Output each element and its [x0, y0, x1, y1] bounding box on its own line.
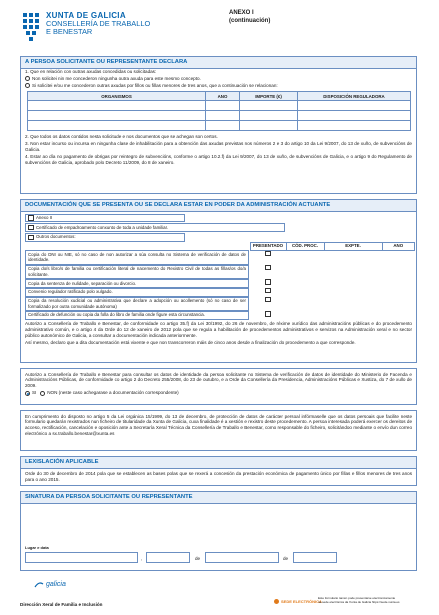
cell-input[interactable] [28, 121, 206, 131]
checkbox-outros[interactable] [28, 235, 34, 241]
section-title: SINATURA DA PERSOA SOLICITANTE OU REPRESENTANTE [21, 492, 416, 504]
doc-row [24, 265, 415, 279]
dept-line1: CONSELLERÍA DE TRABALLO [46, 19, 151, 29]
table-row [28, 111, 411, 121]
doc-sentenza: Copia da sentenza de nulidade, separación ou divorcio. [25, 279, 249, 288]
option-no-aid-label: Non solicitei nin me concederon ningunha outra axuda para este mesmo concepto. [32, 76, 201, 81]
checkbox-presentado[interactable] [265, 311, 271, 317]
checkbox-anexo-ii[interactable] [28, 215, 34, 221]
dept-line2: E BENESTAR [46, 27, 93, 37]
radio-no-aid[interactable] [25, 76, 30, 81]
year-input[interactable] [293, 552, 337, 563]
item-anexo-label: Anexo II [36, 215, 53, 221]
item-outros-label: Outros documentos: [36, 234, 76, 240]
org-name: XUNTA DE GALICIA [46, 11, 126, 20]
cell-input[interactable] [28, 101, 206, 111]
option-yes-aid-label: Si solicitei e/ou me concederon outras axudas por fillos ou fillas menores de tres anos, que a continuación se relacionan: [32, 82, 278, 88]
cell-input[interactable] [240, 101, 298, 111]
col-importe: IMPORTE (€) [240, 92, 298, 101]
documents-table [24, 213, 415, 320]
cell-input[interactable] [206, 121, 240, 131]
place-date-label: Lugar e data [25, 545, 49, 550]
declaration-2: 2. Que todos os datos contidos nesta solicitude e nos documentos que se achegan son certos. [25, 133, 218, 139]
authorization-text: Autorizo a Consellería de Traballo e Benestar, de conformidade co artigo 35.f) da Lei 30/1992, do 26 de novembro, de réxime xurídico das administracións públicas e do procedemento administrativo común, e o artigo 4 da Orde do 12 de xaneiro de 2012 pola que se regula a habilitación de procedementos administrativos e servizos na Administración xeral e no sector público autonómico de Galicia, a consultar a documentación indicada anteriormente. [25, 321, 412, 339]
doc-dni: Copia do DNI ou NIE, só no caso de non autorizar a súa consulta no Sistema de verificación de datos de identidade. [25, 250, 249, 264]
authorization-text-2: Así mesmo, declaro que a dita documentación está vixente e que non transcorreron máis de cinco anos desde a finalización do procedemento a que corresponde. [25, 340, 356, 346]
cell-input[interactable] [206, 101, 240, 111]
consent-yes-label: SI [32, 390, 37, 396]
day-input[interactable] [146, 552, 190, 563]
item-certificado-label: Certificado de empadroamento conxunto de toda a unidade familiar. [36, 224, 169, 230]
xunta-logo [20, 10, 150, 42]
radio-yes-aid[interactable] [25, 83, 30, 88]
galicia-swoosh-icon [34, 581, 44, 589]
radio-consent-no[interactable] [40, 391, 45, 396]
cell-input[interactable] [206, 111, 240, 121]
de-sep-1: de [195, 556, 201, 561]
doc-row [24, 279, 415, 288]
identity-consent-text: Autorizo a Consellería de Traballo e Benestar para consultar os datos de identidade da persoa solicitante no Sistema de verificación de datos de identidade do Ministerio de Facenda e Administracións Públicas, de conformidade co artigo 2 do Decreto 255/2008, do 23 de outubro, e a Orde da Consellería da Presidencia, Administracións Públicas e Xustiza, do 7 de xullo de 2009. [25, 371, 412, 389]
doc-row [24, 297, 415, 311]
legislation-section [20, 456, 417, 486]
sede-note-1: Este formulario tamén pode presentarse electronicamente [318, 596, 396, 600]
documentation-section [20, 199, 417, 363]
section-title: DOCUMENTACIÓN QUE SE PRESENTA OU SE DECLARA ESTAR EN PODER DA ADMINISTRACIÓN ACTUANTE [21, 200, 416, 212]
aids-table [27, 91, 411, 131]
doc-row [24, 288, 415, 297]
question-1: 1. Que en relación con outras axudas concedidas ou solicitadas: [25, 69, 157, 75]
checkbox-presentado[interactable] [265, 251, 271, 257]
doc-row [24, 311, 415, 320]
legislation-text: Orde do 30 de decembro de 2014 pola que se establecen as bases polas que se rexerá a concesión da prestación económica de pagamento único por fillas e fillos menores de tres anos para o ano 2015. [25, 470, 412, 482]
sede-label: SEDE ELECTRÓNICA [281, 599, 322, 604]
galicia-wordmark: galicia [46, 581, 66, 588]
table-row [28, 121, 411, 131]
declaration-section [20, 56, 417, 194]
identity-consent-section [20, 368, 417, 405]
checkbox-presentado[interactable] [265, 288, 271, 294]
consent-options [21, 390, 416, 397]
cell-input[interactable] [240, 111, 298, 121]
declaration-3: 3. Non estar incurso ou incursa en ningunha clase de inhabilitación para a obtención das axudas previstas nos números 2 e 3 do artigo 10 da Lei 9/2007, do 13 de xuño, de subvencións de Galicia. [25, 140, 412, 152]
item-anexo-ii[interactable] [25, 214, 185, 223]
col-cod-proc: CÓD. PROC. [286, 242, 324, 250]
sede-note [318, 597, 418, 604]
annex-subtitle: (continuación) [229, 17, 271, 24]
radio-consent-yes[interactable] [25, 391, 30, 396]
de-sep-2: de [283, 556, 289, 561]
section-title: A PERSOA SOLICITANTE OU REPRESENTANTE DECLARA [21, 57, 416, 69]
doc-libro-familia: Copia do/s libro/s de familia ou certificación literal de nacemento do Rexistro Civil de todas as fillas/os do/a solicitante. [25, 265, 249, 279]
data-protection-text: En cumprimento do disposto no artigo 5 da Lei orgánica 15/1999, do 13 de decembro, de protección de datos de carácter persoal infórmaselle que os datos persoais que facilite neste formulario quedarán rexistrados nun ficheiro de titularidade da Xunta de Galicia, cuxa finalidade é a xestión e rexistro deste procedemento. A persoa interesada poderá exercer os dereitos de acceso, rectificación, cancelación e oposición ante a Secretaría Xeral Técnica da Consellería de Traballo e Benestar, como responsable do ficheiro, solicitándoo mediante o envío dun correo electrónico a sx.traballo.benestar@xunta.es [25, 413, 412, 437]
sede-electronica [274, 599, 322, 604]
cell-input[interactable] [298, 121, 411, 131]
checkbox-presentado[interactable] [265, 297, 271, 303]
checkbox-presentado[interactable] [265, 265, 271, 271]
direccion-xeral: Dirección Xeral de Familia e Inclusión [20, 602, 103, 607]
xunta-emblem-icon [20, 10, 42, 42]
table-row [28, 101, 411, 111]
place-input[interactable] [25, 552, 138, 563]
checkbox-certificado[interactable] [28, 225, 34, 231]
doc-adopcion: Copia da resolución xudicial ou administrativa que declare a adopción ou acollemento (só no caso de ser formalizado por outra comunidade autónoma) [25, 297, 249, 311]
sede-note-2: na sede electrónica da Xunta de Galicia https://sede.xunta.es [318, 599, 400, 604]
section-title: LEXISLACIÓN APLICABLE [21, 457, 416, 469]
col-ano: ANO [206, 92, 240, 101]
option-yes-aid[interactable] [21, 82, 416, 89]
cell-input[interactable] [298, 111, 411, 121]
option-no-aid[interactable] [21, 76, 416, 83]
annex-title: ANEXO I [229, 10, 254, 16]
col-expte: EXPTE. [324, 242, 382, 250]
declaration-4: 4. Estar ao día no pagamento de obrigas por reintegro de subvencións, conforme o artigo 10.2.f) da Lei 9/2007, do 13 de xuño, de subvencións de Galicia, e o artigo 9 do Regulamento de subvencións de Galicia, aprobado polo Decreto 11/2009, do 8 de xaneiro. [25, 153, 412, 165]
cell-input[interactable] [28, 111, 206, 121]
signature-section [20, 491, 417, 571]
item-outros[interactable] [25, 233, 185, 242]
data-protection-section [20, 410, 417, 451]
item-certificado[interactable] [25, 223, 285, 232]
month-input[interactable] [205, 552, 279, 563]
col-organismos: ORGANISMOS [28, 92, 206, 101]
sede-icon [274, 599, 279, 604]
cell-input[interactable] [240, 121, 298, 131]
document-header [20, 8, 417, 56]
doc-convenio: Convenio regulador ratificado polo xulgado. [25, 288, 249, 297]
col-ano: ANO [382, 242, 415, 250]
galicia-logo [34, 580, 66, 589]
col-disposicion: DISPOSICIÓN REGULADORA [298, 92, 411, 101]
cell-input[interactable] [298, 101, 411, 111]
checkbox-presentado[interactable] [265, 279, 271, 285]
comma-sep: , [141, 556, 143, 561]
col-presentado: PRESENTADO [250, 242, 286, 250]
doc-defuncion: Certificado de defunción ou copia da folla do libro de familia onde figure esta circunstancia. [25, 311, 249, 320]
doc-row [24, 250, 415, 264]
consent-no-label: NON (neste caso achegarase a documentación correspondente) [47, 390, 179, 396]
